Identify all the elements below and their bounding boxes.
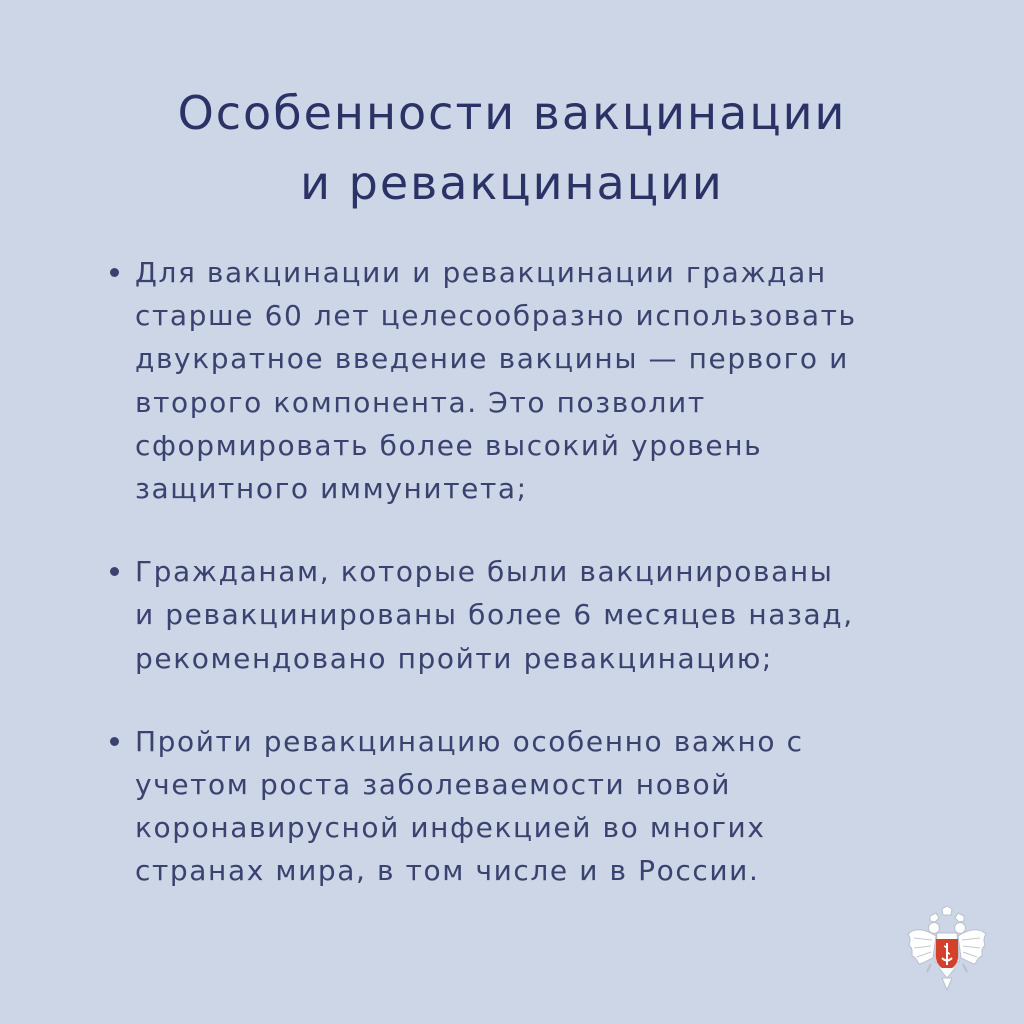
bullet-item-2 (106, 550, 966, 680)
bullet-2-line-3: рекомендовано пройти ревакцинацию; (135, 641, 773, 675)
bullet-1-line-5: сформировать более высокий уровень (135, 428, 763, 462)
ministry-emblem (906, 906, 988, 992)
page-title-line-1: Особенности вакцинации (177, 86, 847, 140)
bullet-3-line-2: учетом роста заболеваемости новой (135, 768, 732, 802)
bullet-2-line-1: Гражданам, которые были вакцинированы (135, 555, 834, 589)
bullet-3-line-3: коронавирусной инфекцией во многих (135, 811, 766, 845)
bullet-dot-icon (110, 567, 119, 576)
bullet-3-line-1: Пройти ревакцинацию особенно важно с (135, 724, 804, 758)
bullet-2-line-2: и ревакцинированы более 6 месяцев назад, (135, 598, 854, 632)
bullet-1-line-6: защитного иммунитета; (135, 472, 528, 506)
double-headed-eagle-emblem-icon (906, 906, 988, 992)
bullet-1-line-2: старше 60 лет целесообразно использовать (135, 299, 857, 333)
bullet-1-line-1: Для вакцинации и ревакцинации граждан (135, 256, 827, 289)
page-title-line-2: и ревакцинации (300, 156, 724, 210)
bullet-1-line-4: второго компонента. Это позволит (135, 385, 706, 419)
bullet-list (106, 251, 966, 893)
bullet-3-line-4: странах мира, в том числе и в России. (135, 854, 760, 888)
bullet-dot-icon (110, 268, 119, 277)
bullet-dot-icon (110, 737, 119, 746)
bullet-item-3 (106, 720, 966, 893)
bullet-item-1 (106, 251, 966, 510)
page-title (0, 78, 1024, 218)
bullet-1-line-3: двукратное введение вакцины — первого и (135, 342, 849, 376)
